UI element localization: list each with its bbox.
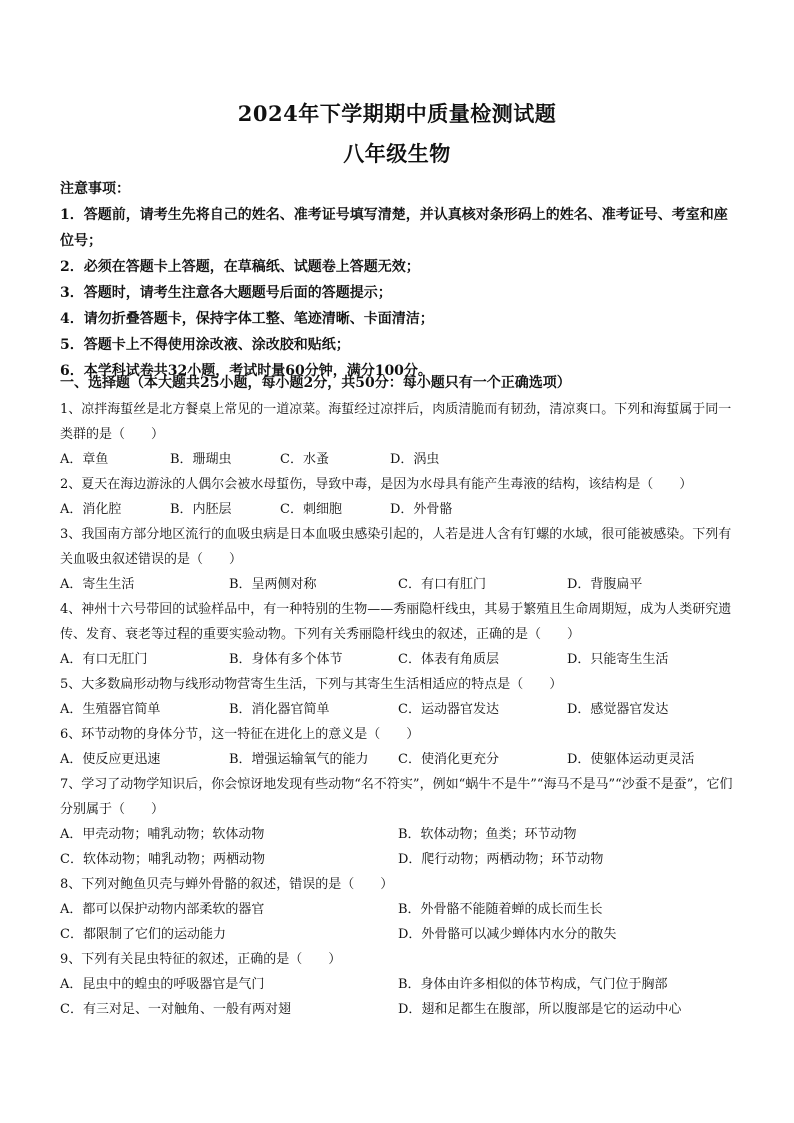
option-a: A．使反应更迅速 — [60, 752, 161, 767]
option-d: D．使躯体运动更灵活 — [567, 752, 695, 767]
option-a: A．消化腔 — [60, 502, 122, 517]
note-item: 1．答题前，请考生先将自己的姓名、准考证号填写清楚，并认真核对条形码上的姓名、准考证号、考室和座位号； — [60, 207, 728, 249]
option-b: B．珊瑚虫 — [170, 452, 232, 467]
question-stem: 1、凉拌海蜇丝是北方餐桌上常见的一道凉菜。海蜇经过凉拌后，肉质清脆而有韧劲，清凉爽口。下列和海蜇属于同一类群的是（ ） — [60, 402, 732, 442]
question-8 — [60, 872, 736, 947]
question-1 — [60, 397, 736, 472]
note-item: 4．请勿折叠答题卡，保持字体工整、笔迹清晰、卡面清洁； — [60, 311, 434, 327]
note-item: 5．答题卡上不得使用涂改液、涂改胶和贴纸； — [60, 337, 350, 353]
option-b: B．身体由许多相似的体节构成，气门位于胸部 — [398, 977, 668, 992]
option-b: B．外骨骼不能随着蝉的成长而生长 — [398, 902, 603, 917]
options-row — [60, 897, 736, 947]
option-c: C．使消化更充分 — [398, 752, 499, 767]
option-c: C．有口有肛门 — [398, 577, 486, 592]
option-c: C．刺细胞 — [280, 502, 342, 517]
question-2 — [60, 472, 736, 522]
section-heading: 一、选择题（本大题共25小题，每小题2分，共50分：每小题只有一个正确选项） — [60, 375, 571, 391]
option-d: D．外骨骼可以减少蝉体内水分的散失 — [398, 927, 617, 942]
question-4 — [60, 597, 736, 672]
option-d: D．涡虫 — [390, 452, 440, 467]
option-b: B．软体动物；鱼类；环节动物 — [398, 827, 577, 842]
question-stem: 5、大多数扁形动物与线形动物营寄生生活，下列与其寄生生活相适应的特点是（ ） — [60, 677, 563, 692]
question-7 — [60, 772, 736, 872]
exam-title: 2024年下学期期中质量检测试题 — [237, 101, 557, 126]
question-3 — [60, 522, 736, 597]
option-a: A．有口无肛门 — [60, 652, 148, 667]
option-d: D．爬行动物；两栖动物；环节动物 — [398, 852, 604, 867]
option-c: C．有三对足、一对触角、一般有两对翅 — [60, 1002, 291, 1017]
options-row — [60, 572, 736, 597]
option-d: D．感觉器官发达 — [567, 702, 669, 717]
question-stem: 3、我国南方部分地区流行的血吸虫病是日本血吸虫感染引起的，人若是进人含有钉螺的水域，很可能被感染。下列有关血吸虫叙述错误的是（ ） — [60, 527, 732, 567]
options-row — [60, 822, 736, 872]
option-a: A．昆虫中的蝗虫的呼吸器官是气门 — [60, 977, 265, 992]
option-b: B．内胚层 — [170, 502, 232, 517]
question-stem: 4、神州十六号带回的试验样品中，有一种特别的生物——秀丽隐杆线虫，其易于繁殖且生命周期短，成为人类研究遗传、发育、衰老等过程的重要实验动物。下列有关秀丽隐杆线虫的叙述，正确的是（ ） — [60, 602, 732, 642]
option-a: A．都可以保护动物内部柔软的器官 — [60, 902, 265, 917]
option-c: C．水蚤 — [280, 452, 329, 467]
options-row — [60, 647, 736, 672]
option-a: A．甲壳动物；哺乳动物；软体动物 — [60, 827, 265, 842]
option-a: A．生殖器官简单 — [60, 702, 161, 717]
question-stem: 7、学习了动物学知识后，你会惊讶地发现有些动物“名不符实”，例如“蜗牛不是牛”“海马不是马”“沙蚕不是蚕”，它们分别属于（ ） — [60, 777, 733, 817]
option-c: C．软体动物；哺乳动物；两栖动物 — [60, 852, 265, 867]
options-row — [60, 447, 736, 472]
option-d: D．翅和足都生在腹部，所以腹部是它的运动中心 — [398, 1002, 682, 1017]
option-b: B．增强运输氧气的能力 — [229, 752, 369, 767]
options-row — [60, 747, 736, 772]
question-stem: 2、夏天在海边游泳的人偶尔会被水母蜇伤，导致中毒，是因为水母具有能产生毒液的结构，该结构是（ ） — [60, 477, 693, 492]
question-5 — [60, 672, 736, 722]
option-b: B．消化器官简单 — [229, 702, 330, 717]
option-b: B．呈两侧对称 — [229, 577, 317, 592]
question-6 — [60, 722, 736, 772]
questions-list — [60, 397, 736, 1022]
option-d: D．只能寄生生活 — [567, 652, 669, 667]
question-9 — [60, 947, 736, 1022]
option-a: A．章鱼 — [60, 452, 109, 467]
question-stem: 6、环节动物的身体分节，这一特征在进化上的意义是（ ） — [60, 727, 420, 742]
option-b: B．身体有多个体节 — [229, 652, 343, 667]
note-item: 3．答题时，请考生注意各大题题号后面的答题提示； — [60, 285, 392, 301]
notes-heading: 注意事项： — [60, 181, 130, 197]
question-stem: 8、下列对鲍鱼贝壳与蝉外骨骼的叙述，错误的是（ ） — [60, 877, 394, 892]
options-row — [60, 972, 736, 1022]
note-item: 2．必须在答题卡上答题，在草稿纸、试题卷上答题无效； — [60, 259, 420, 275]
option-c: C．体表有角质层 — [398, 652, 499, 667]
options-row — [60, 497, 736, 522]
option-d: D．背腹扁平 — [567, 577, 643, 592]
option-d: D．外骨骼 — [390, 502, 453, 517]
notes-block — [60, 176, 736, 384]
note-item: 6．本学科试卷共32小题，考试时量60分钟，满分100分。 — [60, 363, 432, 379]
option-c: C．都限制了它们的运动能力 — [60, 927, 226, 942]
options-row — [60, 697, 736, 722]
option-c: C．运动器官发达 — [398, 702, 499, 717]
option-a: A．寄生生活 — [60, 577, 135, 592]
exam-subtitle: 八年级生物 — [343, 141, 451, 166]
question-stem: 9、下列有关昆虫特征的叙述，正确的是（ ） — [60, 952, 342, 967]
